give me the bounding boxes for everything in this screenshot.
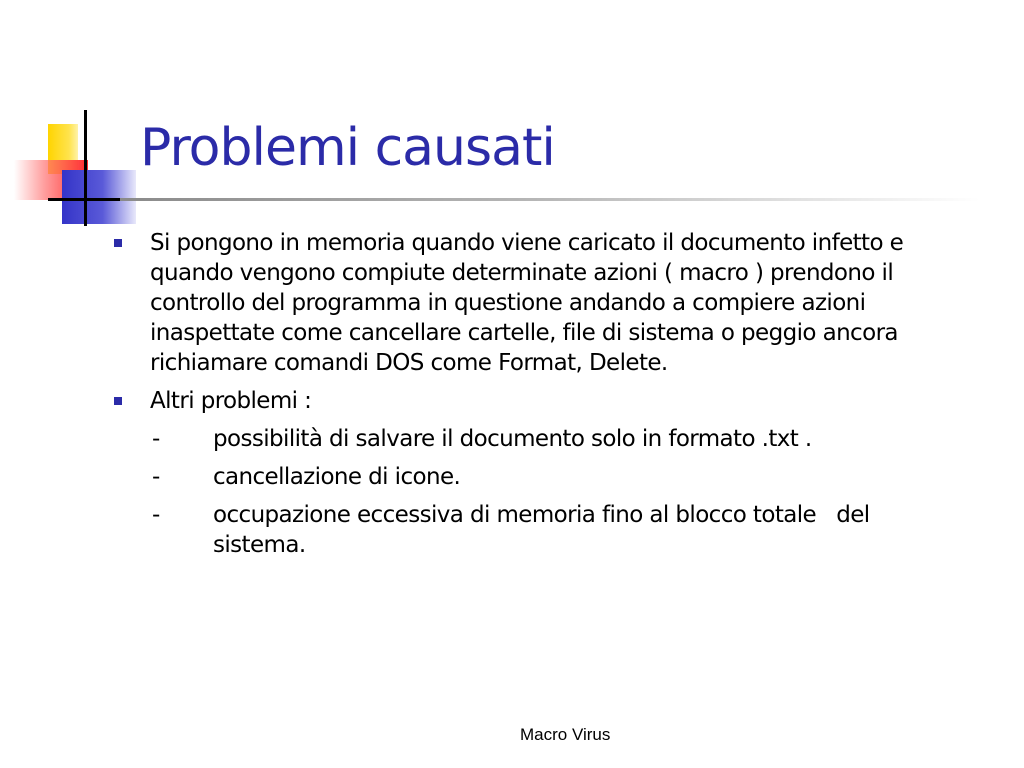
bullet-item: [112, 386, 912, 416]
bullet-text: Si pongono in memoria quando viene caricato il documento infetto e quando vengono compiute determinate azioni ( macro ) prendono il controllo del programma in questione andando a compiere azioni inaspettate come cancellare cartelle, file di sistema o peggio ancora richiamare comandi DOS come Format, Delete.: [150, 230, 904, 376]
sub-item-text: occupazione eccessiva di memoria fino al blocco totale del sistema.: [213, 502, 877, 558]
dash-marker: -: [152, 426, 160, 452]
bullet-item: [112, 228, 912, 378]
dash-marker: -: [152, 464, 160, 490]
slide-footer: Macro Virus: [520, 725, 611, 744]
slide-title: Problemi causati: [140, 118, 555, 178]
sub-item-text: cancellazione di icone.: [213, 464, 461, 490]
logo-blue-block: [62, 170, 136, 224]
square-bullet-icon: [114, 239, 122, 247]
sub-list-item: [112, 424, 912, 454]
sub-item-text: possibilità di salvare il documento solo in formato .txt .: [213, 426, 812, 452]
dash-marker: -: [152, 502, 160, 528]
bullet-text: Altri problemi :: [150, 388, 312, 414]
sub-list-item: [112, 462, 912, 492]
title-underline: [120, 198, 980, 201]
slide-content: [112, 228, 912, 568]
logo-vertical-line: [84, 110, 87, 226]
sub-list-item: [112, 500, 912, 560]
square-bullet-icon: [114, 397, 122, 405]
